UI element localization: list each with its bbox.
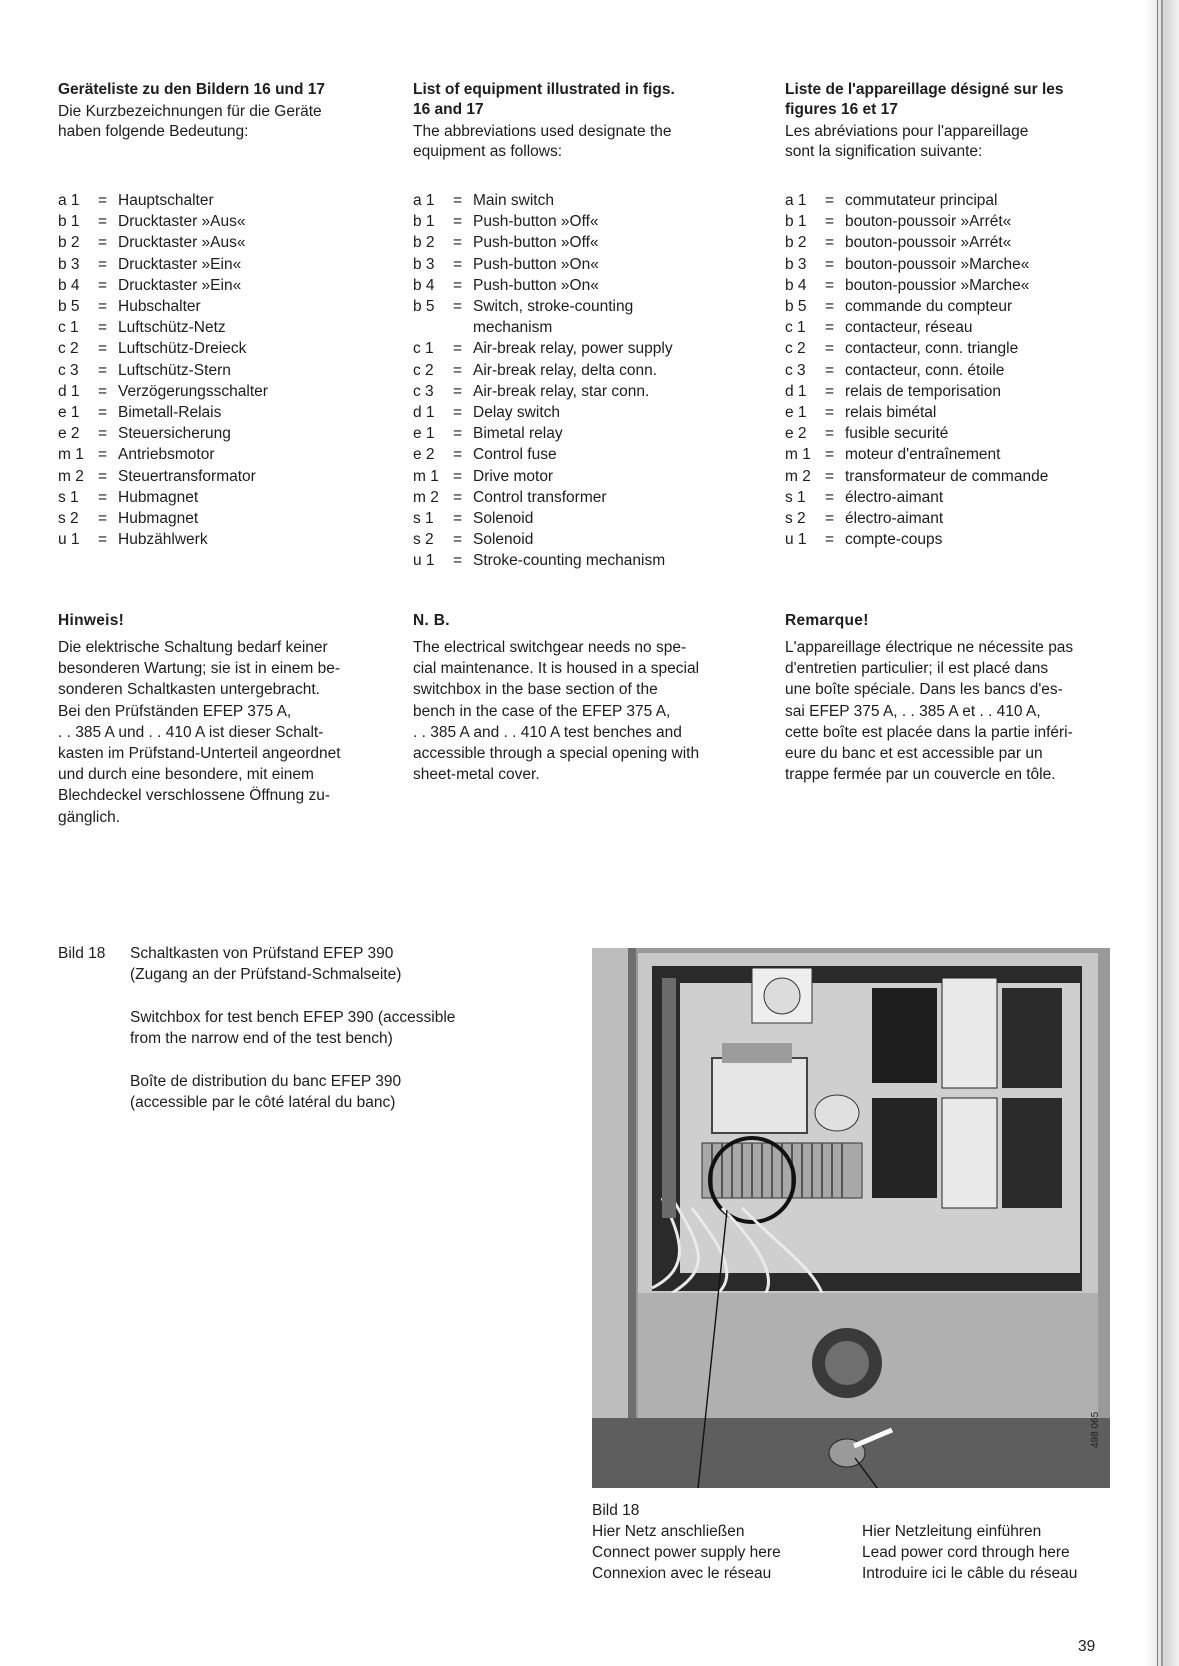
- note-line: cette boîte est placée dans la partie inféri-: [785, 723, 1073, 741]
- equipment-row: [58, 338, 368, 359]
- equipment-row: [58, 444, 368, 465]
- equals-sign: =: [825, 192, 835, 209]
- equals-sign: =: [453, 488, 463, 506]
- equipment-code: a 1: [413, 192, 435, 209]
- equipment-description: Hubmagnet: [118, 510, 199, 528]
- equipment-row: [785, 508, 1115, 529]
- equals-sign: =: [453, 510, 463, 528]
- note-german: [58, 611, 373, 828]
- column-english: [413, 80, 723, 162]
- equals-sign: =: [453, 255, 463, 273]
- equals-sign: =: [453, 361, 463, 379]
- equals-sign: =: [98, 319, 108, 337]
- equipment-description: Control transformer: [473, 488, 607, 506]
- equipment-code: b 2: [58, 234, 80, 252]
- caption-line: (Zugang an der Prüfstand-Schmalseite): [130, 966, 402, 983]
- callout-line: Connexion avec le réseau: [592, 1565, 772, 1582]
- equipment-code: a 1: [785, 192, 807, 209]
- note-french: [785, 611, 1105, 785]
- note-line: d'entretien particulier; il est placé dans: [785, 660, 1049, 678]
- note-line: bench in the case of the EFEP 375 A,: [413, 702, 671, 720]
- equipment-code: u 1: [58, 531, 80, 549]
- binding-line: [1157, 0, 1158, 1666]
- caption-line: Boîte de distribution du banc EFEP 390: [130, 1073, 402, 1090]
- equipment-code: b 4: [785, 276, 807, 294]
- equipment-code: a 1: [58, 192, 80, 209]
- equals-sign: =: [825, 213, 835, 231]
- equipment-description: Drucktaster »Aus«: [118, 234, 246, 252]
- equals-sign: =: [453, 425, 463, 443]
- equipment-code: m 1: [58, 446, 84, 464]
- photo-label: Bild 18: [592, 1502, 640, 1519]
- equals-sign: =: [453, 298, 463, 316]
- equals-sign: =: [98, 298, 108, 316]
- equipment-row: [58, 466, 368, 487]
- callout-line: Hier Netzleitung einführen: [862, 1523, 1042, 1540]
- intro-line: equipment as follows:: [413, 143, 563, 160]
- equals-sign: =: [453, 234, 463, 252]
- equipment-list-german: [58, 190, 368, 550]
- equals-sign: =: [453, 276, 463, 294]
- equipment-code: c 2: [413, 361, 434, 379]
- equipment-description: Delay switch: [473, 404, 560, 422]
- equipment-row: [58, 529, 368, 550]
- equipment-row: [413, 423, 733, 444]
- equals-sign: =: [825, 467, 835, 485]
- equipment-row: [413, 550, 733, 571]
- equipment-description: Push-button »On«: [473, 276, 599, 294]
- equipment-code: b 2: [785, 234, 807, 252]
- equipment-description: Main switch: [473, 192, 554, 209]
- equipment-description: compte-coups: [845, 531, 943, 549]
- intro-line: haben folgende Bedeutung:: [58, 123, 249, 140]
- equipment-row: [413, 338, 733, 359]
- equipment-description: Air-break relay, power supply: [473, 340, 673, 358]
- equals-sign: =: [825, 361, 835, 379]
- equipment-code: c 2: [58, 340, 79, 358]
- equals-sign: =: [98, 340, 108, 358]
- equipment-code: b 5: [58, 298, 80, 316]
- equals-sign: =: [453, 192, 463, 209]
- equipment-row: [58, 232, 368, 253]
- note-line: cial maintenance. It is housed in a special: [413, 660, 700, 678]
- equipment-code: s 2: [785, 510, 806, 528]
- intro-line: Les abréviations pour l'appareillage: [785, 123, 1029, 140]
- equipment-description: Bimetall-Relais: [118, 404, 222, 422]
- equipment-code: m 1: [413, 467, 439, 485]
- equipment-row: [785, 402, 1115, 423]
- equipment-row: [785, 275, 1115, 296]
- equipment-row: [413, 508, 733, 529]
- equals-sign: =: [98, 467, 108, 485]
- equipment-code: b 5: [413, 298, 435, 316]
- equipment-row: [58, 508, 368, 529]
- column-german: [58, 80, 368, 142]
- equipment-code: b 1: [785, 213, 807, 231]
- equipment-code: c 2: [785, 340, 806, 358]
- note-line: sheet-metal cover.: [413, 766, 540, 784]
- equals-sign: =: [98, 192, 108, 209]
- equipment-code: e 1: [58, 404, 80, 422]
- equipment-description: Drucktaster »Ein«: [118, 276, 242, 294]
- binding-line: [1161, 0, 1163, 1666]
- equipment-description: contacteur, conn. étoile: [845, 361, 1005, 379]
- equipment-description: électro-aimant: [845, 510, 944, 528]
- heading-line: 16 and 17: [413, 101, 484, 118]
- equipment-code: s 2: [58, 510, 79, 528]
- equipment-row: [413, 317, 733, 338]
- equipment-row: [58, 211, 368, 232]
- callout-lead-cord: [862, 1521, 1077, 1584]
- equipment-row: [58, 275, 368, 296]
- equipment-description: commutateur principal: [845, 192, 998, 209]
- equals-sign: =: [825, 425, 835, 443]
- equipment-description: Hubmagnet: [118, 488, 199, 506]
- note-text-german: [58, 637, 373, 828]
- callout-line: Lead power cord through here: [862, 1544, 1070, 1561]
- equipment-description: relais de temporisation: [845, 382, 1001, 400]
- equals-sign: =: [825, 488, 835, 506]
- equipment-description: Bimetal relay: [473, 425, 563, 443]
- equipment-description: Control fuse: [473, 446, 557, 464]
- equipment-code: e 2: [58, 425, 80, 443]
- equipment-description: Luftschütz-Dreieck: [118, 340, 247, 358]
- equals-sign: =: [825, 510, 835, 528]
- equals-sign: =: [98, 382, 108, 400]
- equipment-row: [413, 232, 733, 253]
- equipment-code: m 2: [413, 488, 439, 506]
- heading-french: [785, 80, 1105, 120]
- equipment-code: c 1: [413, 340, 434, 358]
- equipment-row: [413, 211, 733, 232]
- equipment-code: c 3: [58, 361, 79, 379]
- heading-english: [413, 80, 723, 120]
- equipment-code: b 4: [58, 276, 80, 294]
- equipment-description: électro-aimant: [845, 488, 944, 506]
- equipment-code: b 3: [413, 255, 435, 273]
- equipment-description: Air-break relay, star conn.: [473, 382, 650, 400]
- equipment-code: e 2: [413, 446, 435, 464]
- equipment-code: c 1: [58, 319, 79, 337]
- equals-sign: =: [98, 255, 108, 273]
- equals-sign: =: [825, 382, 835, 400]
- column-french: [785, 80, 1105, 162]
- equipment-description: contacteur, réseau: [845, 319, 973, 337]
- page-number: 39: [1078, 1638, 1096, 1655]
- equipment-description: Solenoid: [473, 531, 534, 549]
- caption-french: [130, 1071, 510, 1113]
- caption-line: (accessible par le côté latéral du banc): [130, 1094, 396, 1111]
- note-heading-french: Remarque!: [785, 612, 869, 629]
- equipment-description: Steuersicherung: [118, 425, 231, 443]
- switchbox-illustration: [592, 948, 1110, 1488]
- caption-line: from the narrow end of the test bench): [130, 1030, 393, 1047]
- equals-sign: =: [453, 552, 463, 570]
- equipment-description: Push-button »Off«: [473, 234, 599, 252]
- equipment-code: s 1: [413, 510, 434, 528]
- equipment-code: [413, 317, 453, 338]
- equals-sign: =: [825, 404, 835, 422]
- callout-line: Introduire ici le câble du réseau: [862, 1565, 1078, 1582]
- equipment-description: Hauptschalter: [118, 192, 214, 209]
- equipment-row: [58, 317, 368, 338]
- equipment-code: e 1: [785, 404, 807, 422]
- equipment-description: Switch, stroke-counting: [473, 298, 634, 316]
- equipment-row: [785, 190, 1115, 211]
- equipment-description: Drucktaster »Ein«: [118, 255, 242, 273]
- equipment-description: Antriebsmotor: [118, 446, 215, 464]
- equipment-row: [413, 296, 733, 317]
- equipment-row: [785, 360, 1115, 381]
- equipment-row: [58, 360, 368, 381]
- equals-sign: =: [98, 404, 108, 422]
- equipment-code: b 4: [413, 276, 435, 294]
- equipment-row: [58, 296, 368, 317]
- intro-line: The abbreviations used designate the: [413, 123, 672, 140]
- equals-sign: =: [98, 361, 108, 379]
- equals-sign: =: [98, 446, 108, 464]
- note-line: besonderen Wartung; sie ist in einem be-: [58, 660, 341, 678]
- equals-sign: =: [825, 340, 835, 358]
- equipment-row: [413, 466, 733, 487]
- equipment-description: Verzögerungsschalter: [118, 382, 268, 400]
- caption-line: Schaltkasten von Prüfstand EFEP 390: [130, 945, 394, 962]
- equipment-code: b 1: [58, 213, 80, 231]
- note-text-english: [413, 637, 728, 785]
- equals-sign: =: [98, 213, 108, 231]
- equipment-description: Luftschütz-Netz: [118, 319, 226, 337]
- equipment-row: [58, 487, 368, 508]
- equipment-row: [58, 254, 368, 275]
- equipment-row: [785, 254, 1115, 275]
- equals-sign: =: [98, 425, 108, 443]
- equals-sign: =: [825, 276, 835, 294]
- equals-sign: =: [825, 234, 835, 252]
- equipment-code: c 1: [785, 319, 806, 337]
- equipment-description: mechanism: [473, 319, 553, 337]
- equipment-row: [785, 529, 1115, 550]
- equipment-code: e 1: [413, 425, 435, 443]
- callout-line: Connect power supply here: [592, 1544, 781, 1561]
- equipment-row: [58, 190, 368, 211]
- equals-sign: [453, 317, 473, 338]
- figure-label: Bild 18: [58, 945, 106, 962]
- equals-sign: =: [98, 510, 108, 528]
- equals-sign: =: [453, 531, 463, 549]
- intro-german: [58, 102, 368, 142]
- note-line: sai EFEP 375 A, . . 385 A et . . 410 A,: [785, 702, 1041, 720]
- equals-sign: =: [98, 488, 108, 506]
- equipment-description: Luftschütz-Stern: [118, 361, 231, 379]
- heading-line: List of equipment illustrated in figs.: [413, 81, 675, 98]
- page-binding-edge: [1145, 0, 1179, 1666]
- equals-sign: =: [453, 404, 463, 422]
- equipment-description: Hubzählwerk: [118, 531, 208, 549]
- equipment-row: [785, 487, 1115, 508]
- heading-german: Geräteliste zu den Bildern 16 und 17: [58, 81, 326, 98]
- equipment-description: commande du compteur: [845, 298, 1013, 316]
- equipment-description: Push-button »Off«: [473, 213, 599, 231]
- intro-french: [785, 122, 1105, 162]
- note-line: und durch eine besondere, mit einem: [58, 766, 314, 784]
- note-line: Blechdeckel verschlossene Öffnung zu-: [58, 787, 330, 805]
- caption-line: Switchbox for test bench EFEP 390 (accessible: [130, 1009, 456, 1026]
- equipment-description: Hubschalter: [118, 298, 201, 316]
- equipment-description: bouton-poussoir »Arrét«: [845, 234, 1012, 252]
- equipment-description: bouton-poussior »Marche«: [845, 276, 1030, 294]
- note-line: sonderen Schaltkasten untergebracht.: [58, 681, 320, 699]
- equipment-row: [413, 487, 733, 508]
- photo-code: 498 065: [1090, 1411, 1101, 1448]
- note-line: eure du banc et est accessible par un: [785, 745, 1043, 763]
- caption-german: [130, 943, 510, 985]
- equipment-list-english: [413, 190, 733, 572]
- equipment-row: [58, 402, 368, 423]
- callout-line: Hier Netz anschließen: [592, 1523, 745, 1540]
- equipment-code: s 2: [413, 531, 434, 549]
- note-line: switchbox in the base section of the: [413, 681, 658, 699]
- equipment-code: u 1: [785, 531, 807, 549]
- note-line: gänglich.: [58, 808, 121, 826]
- equipment-code: d 1: [413, 404, 435, 422]
- equals-sign: =: [98, 276, 108, 294]
- note-line: Bei den Prüfständen EFEP 375 A,: [58, 702, 292, 720]
- equipment-code: m 2: [58, 467, 84, 485]
- equipment-row: [785, 296, 1115, 317]
- equipment-row: [413, 381, 733, 402]
- note-heading-english: N. B.: [413, 612, 450, 629]
- equipment-code: b 3: [58, 255, 80, 273]
- equals-sign: =: [825, 531, 835, 549]
- equipment-row: [785, 317, 1115, 338]
- equipment-row: [413, 444, 733, 465]
- equipment-row: [58, 381, 368, 402]
- equipment-code: u 1: [413, 552, 435, 570]
- equipment-code: b 5: [785, 298, 807, 316]
- intro-line: sont la signification suivante:: [785, 143, 983, 160]
- note-line: The electrical switchgear needs no spe-: [413, 639, 687, 656]
- equipment-code: e 2: [785, 425, 807, 443]
- equipment-description: transformateur de commande: [845, 467, 1049, 485]
- equals-sign: =: [825, 298, 835, 316]
- note-line: L'appareillage électrique ne nécessite pas: [785, 639, 1074, 656]
- equipment-row: [785, 232, 1115, 253]
- equipment-code: c 3: [785, 361, 806, 379]
- note-line: accessible through a special opening with: [413, 745, 700, 763]
- equipment-description: Steuertransformator: [118, 467, 256, 485]
- heading-line: figures 16 et 17: [785, 101, 898, 118]
- equipment-row: [785, 444, 1115, 465]
- equipment-code: b 3: [785, 255, 807, 273]
- equipment-code: b 2: [413, 234, 435, 252]
- equipment-description: Air-break relay, delta conn.: [473, 361, 658, 379]
- note-heading-german: Hinweis!: [58, 612, 125, 629]
- equipment-row: [785, 381, 1115, 402]
- switchbox-photo: [592, 948, 1110, 1488]
- note-line: kasten im Prüfstand-Unterteil angeordnet: [58, 745, 341, 763]
- equipment-row: [413, 275, 733, 296]
- equipment-row: [785, 423, 1115, 444]
- equals-sign: =: [98, 531, 108, 549]
- equipment-row: [413, 254, 733, 275]
- equipment-code: m 1: [785, 446, 811, 464]
- equipment-row: [785, 211, 1115, 232]
- equipment-row: [58, 423, 368, 444]
- note-line: Die elektrische Schaltung bedarf keiner: [58, 639, 328, 656]
- callout-connect-power: [592, 1521, 781, 1584]
- equipment-description: relais bimétal: [845, 404, 937, 422]
- equals-sign: =: [453, 467, 463, 485]
- equipment-code: b 1: [413, 213, 435, 231]
- equals-sign: =: [453, 340, 463, 358]
- equipment-description: Solenoid: [473, 510, 534, 528]
- equals-sign: =: [453, 446, 463, 464]
- equipment-description: moteur d'entraînement: [845, 446, 1001, 464]
- equipment-description: bouton-poussoir »Marche«: [845, 255, 1030, 273]
- note-line: une boîte spéciale. Dans les bancs d'es-: [785, 681, 1063, 699]
- equipment-description: Push-button »On«: [473, 255, 599, 273]
- equipment-description: Stroke-counting mechanism: [473, 552, 666, 570]
- equipment-row: [785, 338, 1115, 359]
- equipment-description: Drive motor: [473, 467, 554, 485]
- equals-sign: =: [98, 234, 108, 252]
- equipment-code: c 3: [413, 382, 434, 400]
- equipment-code: m 2: [785, 467, 811, 485]
- equals-sign: =: [453, 382, 463, 400]
- equipment-row: [413, 529, 733, 550]
- equipment-description: Drucktaster »Aus«: [118, 213, 246, 231]
- equals-sign: =: [825, 255, 835, 273]
- equipment-code: d 1: [58, 382, 80, 400]
- note-line: trappe fermée par un couvercle en tôle.: [785, 766, 1056, 784]
- equipment-row: [785, 466, 1115, 487]
- equals-sign: =: [825, 446, 835, 464]
- note-text-french: [785, 637, 1105, 785]
- note-line: . . 385 A und . . 410 A ist dieser Schalt-: [58, 723, 324, 741]
- equals-sign: =: [825, 319, 835, 337]
- note-english: [413, 611, 728, 785]
- equipment-row: [413, 402, 733, 423]
- equipment-code: s 1: [785, 488, 806, 506]
- intro-english: [413, 122, 723, 162]
- note-line: . . 385 A and . . 410 A test benches and: [413, 723, 682, 741]
- heading-line: Liste de l'appareillage désigné sur les: [785, 81, 1064, 98]
- caption-english: [130, 1007, 510, 1049]
- equipment-code: d 1: [785, 382, 807, 400]
- equipment-code: s 1: [58, 488, 79, 506]
- caption-body: [130, 943, 510, 1135]
- equipment-description: contacteur, conn. triangle: [845, 340, 1019, 358]
- equipment-list-french: [785, 190, 1115, 550]
- equipment-description: fusible securité: [845, 425, 949, 443]
- intro-line: Die Kurzbezeichnungen für die Geräte: [58, 103, 322, 120]
- equipment-description: bouton-poussoir »Arrét«: [845, 213, 1012, 231]
- equipment-row: [413, 190, 733, 211]
- equals-sign: =: [453, 213, 463, 231]
- equipment-row: [413, 360, 733, 381]
